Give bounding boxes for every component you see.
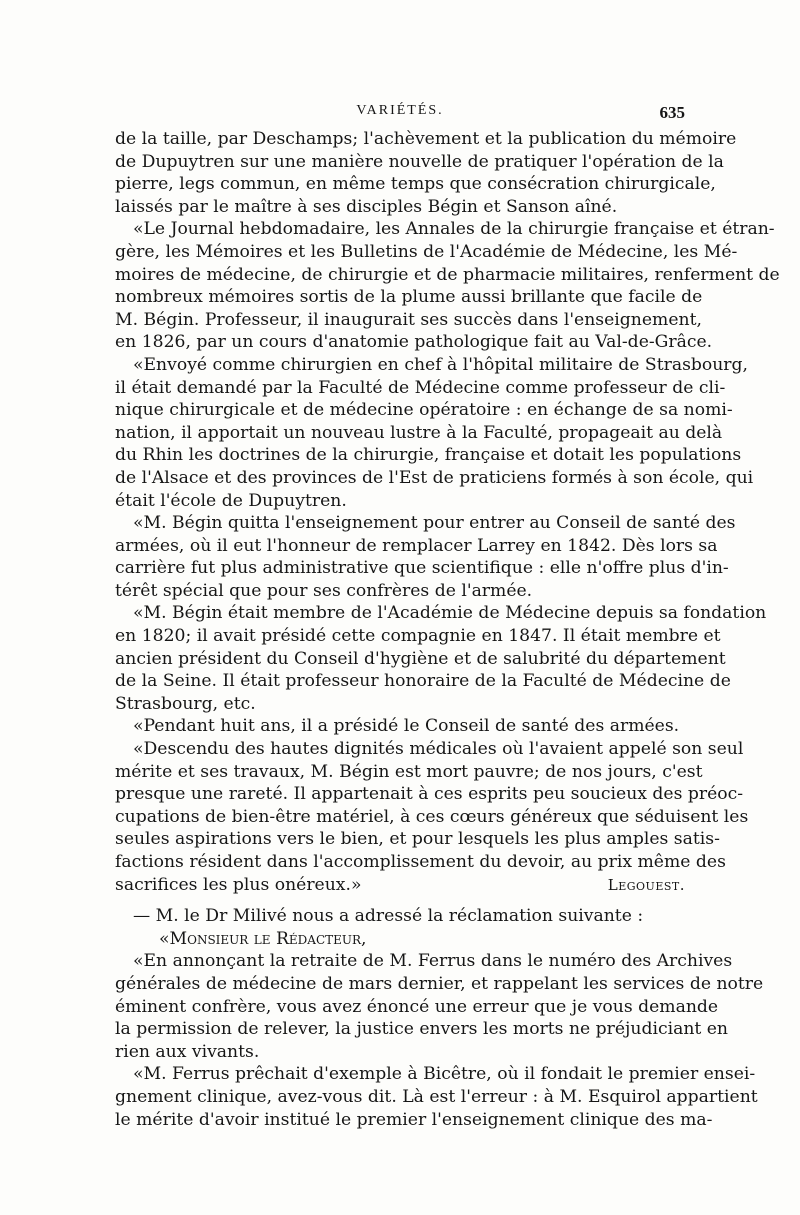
text-line: du Rhin les doctrines de la chirurgie, française et dotait les populations bbox=[115, 445, 742, 466]
text-line: «M. Bégin quitta l'enseignement pour entrer au Conseil de santé des bbox=[133, 513, 736, 534]
text-line: rien aux vivants. bbox=[115, 1041, 260, 1062]
text-line: laissés par le maître à ses disciples Bégin et Sanson aîné. bbox=[115, 196, 618, 217]
text-line: de la taille, par Deschamps; l'achèvement et la publication du mémoire bbox=[115, 129, 737, 149]
text-line: de l'Alsace et des provinces de l'Est de praticiens formés à son école, qui bbox=[115, 467, 754, 488]
text-line: «Envoyé comme chirurgien en chef à l'hôpital militaire de Strasbourg, bbox=[133, 354, 748, 375]
text-line: éminent confrère, vous avez énoncé une erreur que je vous demande bbox=[115, 996, 719, 1017]
section-title: VARIÉTÉS. bbox=[356, 103, 444, 118]
text-line: nique chirurgicale et de médecine opératoire : en échange de sa nomi- bbox=[115, 400, 733, 421]
text-line: «M. Ferrus prêchait d'exemple à Bicêtre, où il fondait le premier ensei- bbox=[133, 1064, 756, 1085]
text-line: la permission de relever, la justice envers les morts ne préjudiciant en bbox=[115, 1019, 728, 1040]
text-line: «M. Bégin était membre de l'Académie de Médecine depuis sa fondation bbox=[133, 603, 767, 624]
section-heading: — M. le Dr Milivé nous a adressé la réclamation suivante : bbox=[133, 906, 644, 927]
text-line: «En annonçant la retraite de M. Ferrus dans le numéro des Archives bbox=[133, 951, 733, 972]
text-line: M. Bégin. Professeur, il inaugurait ses succès dans l'enseignement, bbox=[115, 309, 702, 330]
text-line: nombreux mémoires sortis de la plume aussi brillante que facile de bbox=[115, 287, 703, 308]
text-line: factions résident dans l'accomplissement du devoir, au prix même des bbox=[115, 852, 726, 872]
text-line: le mérite d'avoir institué le premier l'enseignement clinique des ma- bbox=[115, 1109, 713, 1130]
text-line: nation, il apportait un nouveau lustre à la Faculté, propageait au delà bbox=[115, 422, 723, 443]
text-line: moires de médecine, de chirurgie et de pharmacie militaires, renferment de bbox=[115, 264, 780, 285]
text-line: ancien président du Conseil d'hygiène et de salubrité du département bbox=[115, 648, 726, 669]
text-line: «Le Journal hebdomadaire, les Annales de la chirurgie française et étran- bbox=[133, 219, 775, 240]
text-line: gère, les Mémoires et les Bulletins de l'Académie de Médecine, les Mé- bbox=[115, 241, 738, 262]
text-line: il était demandé par la Faculté de Médecine comme professeur de cli- bbox=[115, 377, 726, 398]
text-line: en 1826, par un cours d'anatomie pathologique fait au Val-de-Grâce. bbox=[115, 332, 713, 353]
closing-line bbox=[115, 874, 685, 897]
text-line: cupations de bien-être matériel, à ces cœurs généreux que séduisent les bbox=[115, 806, 749, 827]
text-line: était l'école de Dupuytren. bbox=[115, 490, 347, 511]
text-line: presque une rareté. Il appartenait à ces esprits peu soucieux des préoc- bbox=[115, 784, 744, 805]
text-line: mérite et ses travaux, M. Bégin est mort pauvre; de nos jours, c'est bbox=[115, 761, 703, 782]
text-line: Strasbourg, etc. bbox=[115, 693, 256, 714]
text-line: de la Seine. Il était professeur honoraire de la Faculté de Médecine de bbox=[115, 671, 731, 692]
body-text bbox=[115, 128, 780, 1131]
text-line: «Pendant huit ans, il a présidé le Conseil de santé des armées. bbox=[133, 716, 680, 737]
text-line: générales de médecine de mars dernier, et rappelant les services de notre bbox=[115, 973, 764, 994]
text-line: armées, où il eut l'honneur de remplacer Larrey en 1842. Dès lors sa bbox=[115, 535, 718, 556]
text-line: térêt spécial que pour ses confrères de l'armée. bbox=[115, 580, 533, 601]
text-line: sacrifices les plus onéreux.» bbox=[115, 874, 362, 895]
page-number: 635 bbox=[659, 103, 685, 122]
text-line: pierre, legs commun, en même temps que consécration chirurgicale, bbox=[115, 174, 716, 195]
author-signature: Legouest. bbox=[607, 875, 685, 894]
text-line: en 1820; il avait présidé cette compagnie en 1847. Il était membre et bbox=[115, 626, 721, 647]
running-head bbox=[115, 103, 685, 125]
text-line: de Dupuytren sur une manière nouvelle de pratiquer l'opération de la bbox=[115, 151, 724, 172]
text-line: seules aspirations vers le bien, et pour lesquels les plus amples satis- bbox=[115, 829, 720, 850]
salutation: «Monsieur le Rédacteur, bbox=[159, 928, 367, 949]
text-line: «Descendu des hautes dignités médicales où l'avaient appelé son seul bbox=[133, 739, 744, 760]
text-line: gnement clinique, avez-vous dit. Là est l'erreur : à M. Esquirol appartient bbox=[115, 1086, 758, 1107]
text-line: carrière fut plus administrative que scientifique : elle n'offre plus d'in- bbox=[115, 558, 729, 579]
section-gap bbox=[115, 896, 685, 905]
